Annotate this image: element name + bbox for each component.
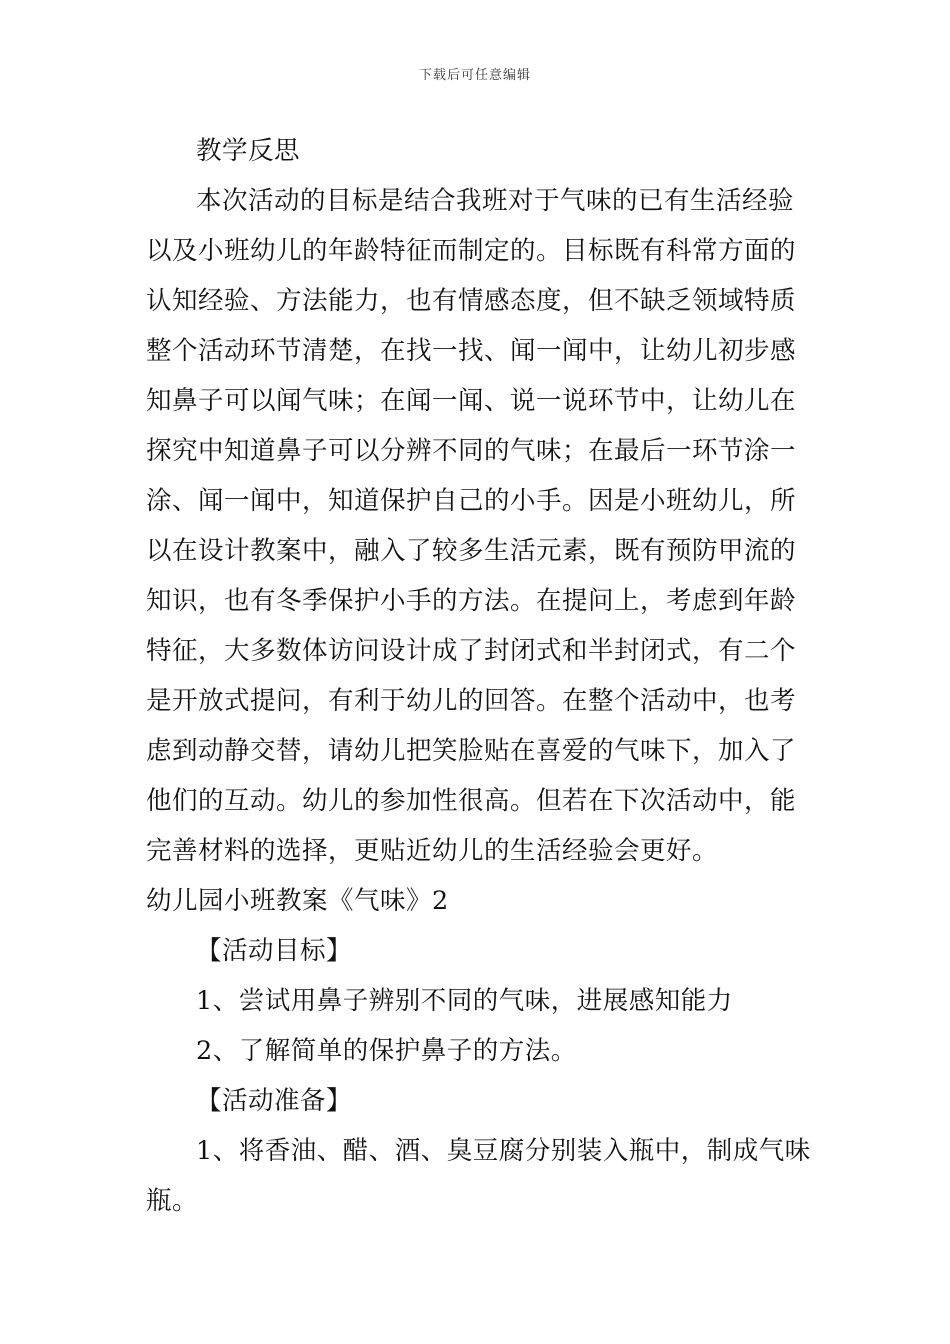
paragraph-line: 整个活动环节清楚，在找一找、闻一闻中，让幼儿初步感 [146, 336, 797, 366]
list-item: 1、将香油、醋、酒、臭豆腐分别装入瓶中，制成气味 [196, 1136, 811, 1166]
header-note: 下载后可任意编辑 [418, 68, 531, 83]
paragraph-line: 知识，也有冬季保护小手的方法。在提问上，考虑到年龄 [146, 586, 797, 616]
paragraph-line: 本次活动的目标是结合我班对于气味的已有生活经验 [196, 186, 795, 216]
paragraph-line: 他们的互动。幼儿的参加性很高。但若在下次活动中，能 [146, 786, 797, 816]
paragraph-line: 特征，大多数体访问设计成了封闭式和半封闭式，有二个 [146, 636, 797, 666]
section-heading-goals: 【活动目标】 [196, 936, 353, 966]
paragraph-line: 瓶。 [146, 1186, 199, 1216]
paragraph-line: 是开放式提问，有利于幼儿的回答。在整个活动中，也考 [146, 686, 797, 716]
paragraph-line: 探究中知道鼻子可以分辨不同的气味；在最后一环节涂一 [146, 436, 797, 466]
paragraph-line: 认知经验、方法能力，也有情感态度，但不缺乏领域特质 [146, 286, 797, 316]
paragraph-line: 知鼻子可以闻气味；在闻一闻、说一说环节中，让幼儿在 [146, 386, 797, 416]
paragraph-line: 完善材料的选择，更贴近幼儿的生活经验会更好。 [146, 836, 719, 866]
paragraph-line: 虑到动静交替，请幼儿把笑脸贴在喜爱的气味下，加入了 [146, 736, 797, 766]
section-heading-preparation: 【活动准备】 [196, 1086, 353, 1116]
section-heading-reflection: 教学反思 [196, 136, 301, 166]
paragraph-line: 以及小班幼儿的年龄特征而制定的。目标既有科常方面的 [146, 236, 797, 266]
document-title: 幼儿园小班教案《气味》2 [146, 886, 449, 916]
paragraph-line: 涂、闻一闻中，知道保护自己的小手。因是小班幼儿，所 [146, 486, 797, 516]
list-item: 2、了解简单的保护鼻子的方法。 [196, 1036, 577, 1066]
list-item: 1、尝试用鼻子辨别不同的气味，进展感知能力 [196, 986, 733, 1016]
paragraph-line: 以在设计教案中，融入了较多生活元素，既有预防甲流的 [146, 536, 797, 566]
